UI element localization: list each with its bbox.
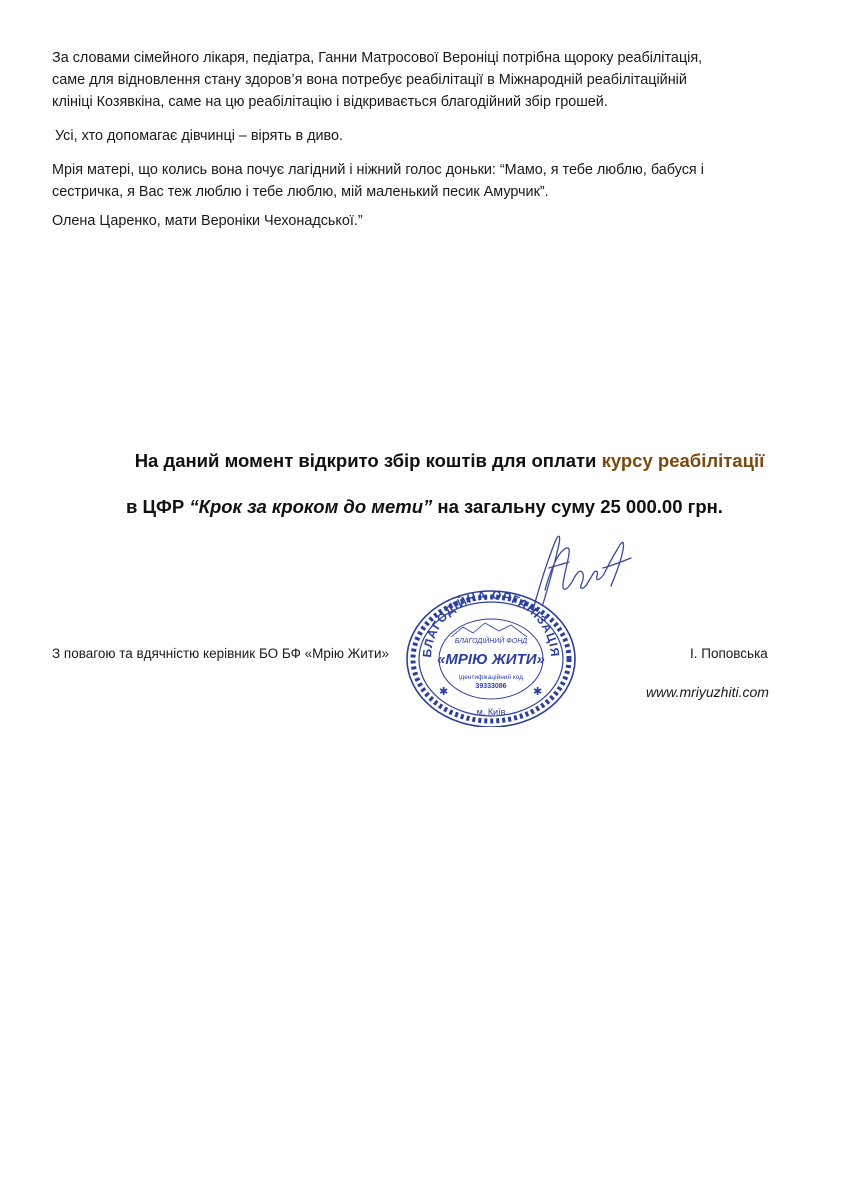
fundraising-text: в ЦФР [126,496,190,517]
organization-stamp [403,585,579,727]
fundraising-line-1 [25,450,849,472]
website-link[interactable]: www.mriyuzhiti.com [646,684,769,700]
stamp-star-icon: ✱ [439,686,449,698]
text-line: клініці Козявкіна, саме на цю реабілітацію і відкривається благодійний збір грошей. [52,94,608,110]
letter-author [52,210,812,232]
stamp-star-icon: ✱ [533,686,543,698]
letter-paragraph-dream [52,159,812,203]
signer-name: І. Поповська [690,646,768,661]
stamp-id-code: 39333086 [475,683,507,690]
letter-paragraph-doctor [52,47,812,113]
fundraising-highlight: курсу реабілітації [601,450,765,471]
text-line: Усі, хто допомагає дівчинці – вірять в диво. [55,128,344,144]
stamp-id-label: ідентифікаційний код [458,674,524,681]
stamp-outer-text: БЛАГОДІЙНА ОРГАНІЗАЦІЯ [419,587,563,659]
text-line: За словами сімейного лікаря, педіатра, Ганни Матросової Вероніці потрібна щороку реабілітація, [52,50,703,66]
letter-paragraph-miracle [55,125,815,147]
text-line: саме для відновлення стану здоров’я вона потребує реабілітації в Міжнародній реабілітаційній [52,72,687,88]
program-name: “Крок за кроком до мети” [189,496,433,517]
text-line: Олена Царенко, мати Вероніки Чехонадської.” [52,213,363,229]
stamp-fund-name: «МРІЮ ЖИТИ» [437,651,545,668]
stamp-fund-label: БЛАГОДІЙНИЙ ФОНД [454,638,528,645]
stamp-city: м. Київ [476,707,506,717]
text-line: Мрія матері, що колись вона почує лагідний і ніжний голос доньки: “Мамо, я тебе люблю, бабуся і [52,162,704,178]
fundraising-amount: на загальну суму 25 000.00 грн. [432,496,723,517]
text-line: сестричка, я Вас теж люблю і тебе люблю, мій маленький песик Амурчик”. [52,184,549,200]
fundraising-text: На даний момент відкрито збір коштів для оплати [134,450,602,471]
fundraising-line-2 [0,496,849,518]
regards-text: З повагою та вдячністю керівник БО БФ «Мрію Жити» [52,646,390,661]
